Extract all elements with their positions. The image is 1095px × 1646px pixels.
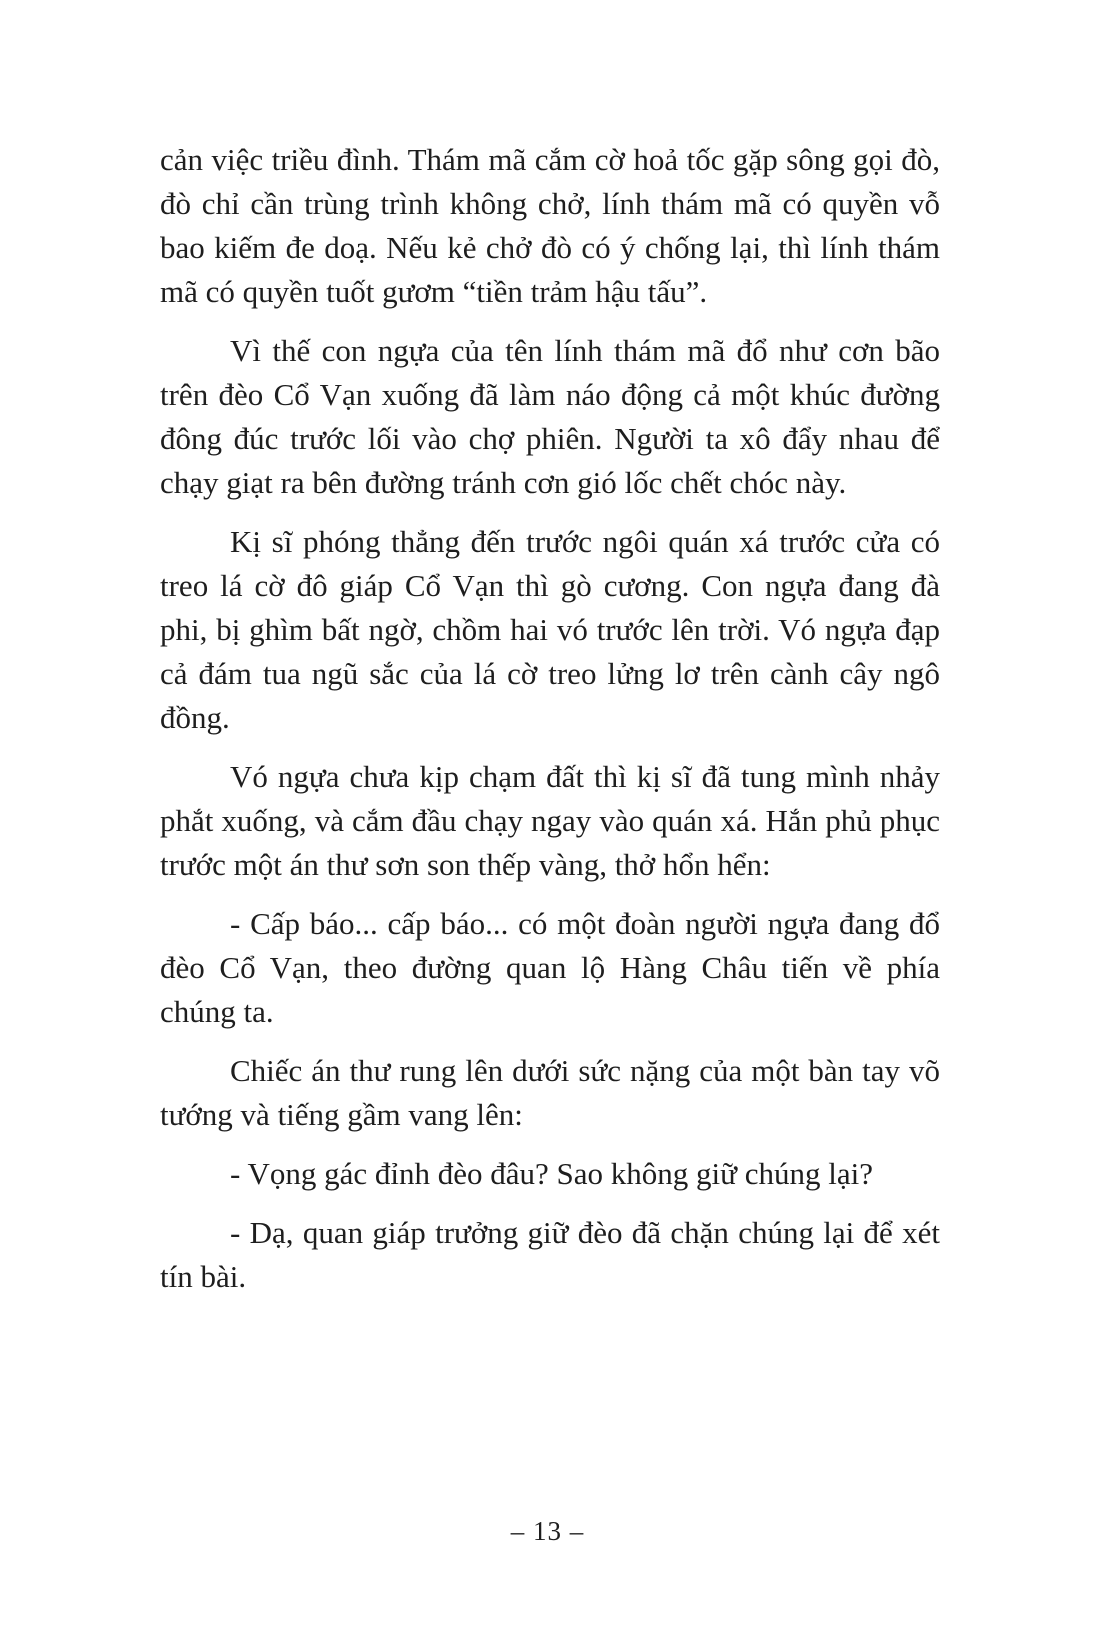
paragraph: Kị sĩ phóng thẳng đến trước ngôi quán xá trước cửa có treo lá cờ đô giáp Cổ Vạn thì gò cương. Con ngựa đang đà phi, bị ghìm bất ngờ, chồm hai vó trước lên trời. Vó ngựa đạp cả đám tua ngũ sắc của lá cờ treo lửng lơ trên cành cây ngô đồng. (160, 524, 940, 735)
dialogue-paragraph: - Cấp báo... cấp báo... có một đoàn người ngựa đang đổ đèo Cổ Vạn, theo đường quan lộ Hàng Châu tiến về phía chúng ta. (160, 906, 940, 1029)
body-text (160, 138, 940, 1314)
dialogue-paragraph: - Dạ, quan giáp trưởng giữ đèo đã chặn chúng lại để xét tín bài. (160, 1215, 940, 1294)
paragraph: Vì thế con ngựa của tên lính thám mã đổ như cơn bão trên đèo Cổ Vạn xuống đã làm náo động cả một khúc đường đông đúc trước lối vào chợ phiên. Người ta xô đẩy nhau để chạy giạt ra bên đường tránh cơn gió lốc chết chóc này. (160, 333, 940, 500)
paragraph: Chiếc án thư rung lên dưới sức nặng của một bàn tay võ tướng và tiếng gầm vang lên: (160, 1053, 940, 1132)
paragraph: Vó ngựa chưa kịp chạm đất thì kị sĩ đã tung mình nhảy phắt xuống, và cắm đầu chạy ngay vào quán xá. Hắn phủ phục trước một án thư sơn son thếp vàng, thở hổn hển: (160, 759, 940, 882)
paragraph-continuation: cản việc triều đình. Thám mã cắm cờ hoả tốc gặp sông gọi đò, đò chỉ cần trùng trình không chở, lính thám mã có quyền vỗ bao kiếm đe doạ. Nếu kẻ chở đò có ý chống lại, thì lính thám mã có quyền tuốt gươm “tiền trảm hậu tấu”. (160, 142, 940, 309)
page-number: – 13 – (510, 1516, 585, 1546)
dialogue-paragraph: - Vọng gác đỉnh đèo đâu? Sao không giữ chúng lại? (230, 1156, 873, 1191)
